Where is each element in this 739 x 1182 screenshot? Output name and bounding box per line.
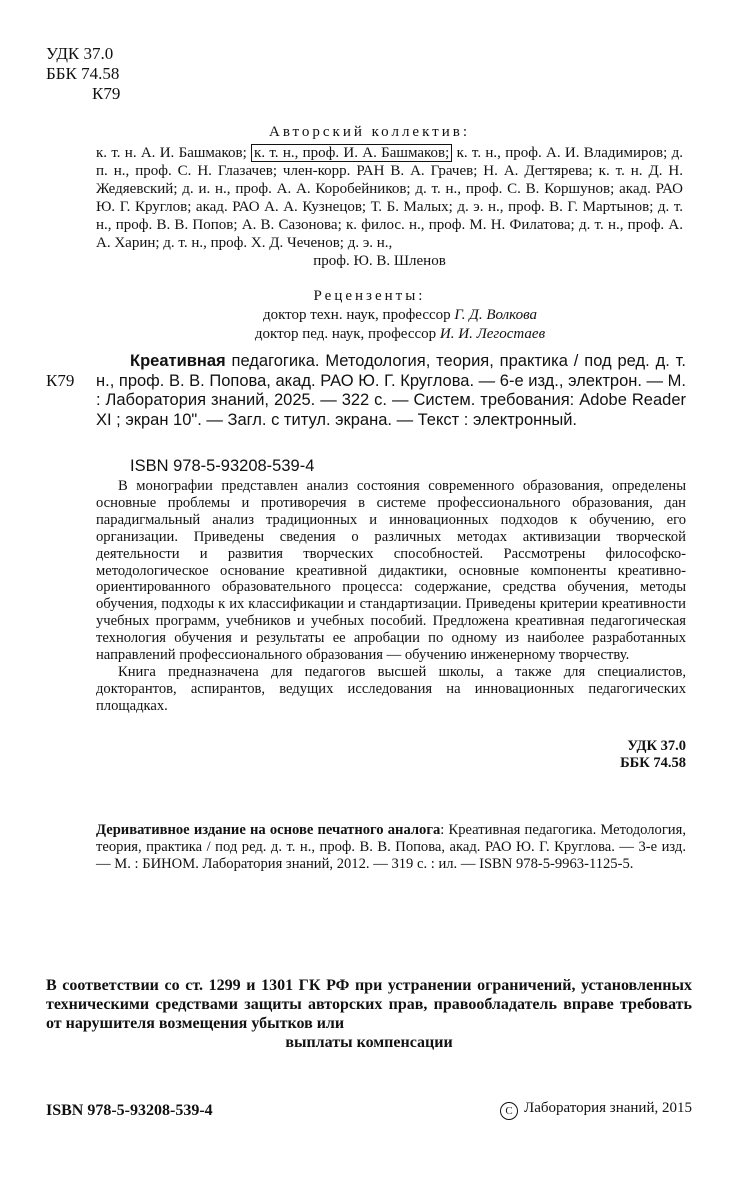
annotation-classification	[540, 738, 686, 772]
classification-block	[46, 44, 120, 104]
authors-text-1: к. т. н. А. И. Башмаков;	[96, 145, 252, 161]
legal-text: В соответствии со ст. 1299 и 1301 ГК РФ при устранении ограничений, установленных техническими средствами защиты авторских прав, правообладатель вправе требовать от нарушителя возмещения убытков или	[46, 977, 692, 1032]
reviewer-1-name: Г. Д. Волкова	[454, 307, 538, 323]
derivative-bold: Деривативное издание на основе печатного аналога	[96, 822, 441, 838]
reviewer-1	[190, 306, 610, 325]
annotation-bbk: ББК 74.58	[620, 755, 686, 771]
reviewers-list	[190, 306, 610, 344]
derivative-note	[96, 822, 686, 873]
biblio-title-bold: Креативная	[130, 352, 226, 370]
biblio-text: педагогика. Методология, теория, практика / под ред. д. т. н., проф. В. В. Попова, акад. РАО Ю. Г. Круглова. — 6-е изд., электрон. — М. : Лаборатория знаний, 2025. — 322 с. — Систем. требования: Adobe Reader XI ; экран 10". — Загл. с титул. экрана. — Текст : электронный.	[96, 352, 686, 429]
biblio-isbn: ISBN 978-5-93208-539-4	[130, 457, 315, 475]
authors-text-2: к. т. н., проф. А. И. Владимиров; д. п. н., проф. С. Н. Глазачев; член-корр. РАН В. А. Грачев; Н. А. Дегтярева; к. т. н. Д. Н. Жедяевский; д. и. н., проф. А. А. Коробейников; д. т. н., проф. С. В. Коршунов; акад. РАО Ю. Г. Круглов; акад. РАО А. А. Кузнецов; Т. Б. Малых; д. э. н., проф. В. Г. Мартынов; д. т. н., проф. В. В. Попов; А. В. Сазонова; к. филос. н., проф. М. Н. Филатова; д. т. н., проф. А. А. Харин; д. т. н., проф. Х. Д. Чеченов; д. э. н.,	[96, 145, 683, 251]
reviewer-1-title: доктор техн. наук, профессор	[262, 307, 455, 323]
bbk-code: ББК 74.58	[46, 64, 120, 83]
author-sign: К79	[92, 84, 121, 103]
reviewer-2-name: И. И. Легостаев	[439, 326, 546, 342]
footer-isbn: ISBN 978-5-93208-539-4	[46, 1102, 213, 1119]
biblio-margin-sign: К79	[46, 371, 75, 390]
bibliographic-record	[96, 352, 686, 430]
annotation-paragraph-1: В монографии представлен анализ состояния современного образования, определены основные проблемы и противоречия в системе профессионального образования, дан парадигмальный анализ традиционных и инновационных подходов к обучению, его организации. Приведены сведения о различных методах активизации творческой деятельности и развития творческих способностей. Рассмотрены философско-методологическое основание креативной дидактики, основные компоненты креативно-ориентированного образовательного процесса: содержание, средства обучения, методы обучения, подходы к их классификации и стандартизации. Приведены критерии креативности учебных программ, учебников и учебных пособий. Предложена креативная педагогическая технология обучения и результаты ее апробации по одному из наиболее разработанных направлений профессионального образования — обучению инженерному творчеству.	[96, 478, 686, 664]
reviewer-2	[190, 325, 610, 344]
derivative-text: : Креативная педагогика. Методология, теория, практика / под ред. д. т. н., проф. В. В. Попова, акад. РАО Ю. Г. Круглова. — 3-е изд. — М. : БИНОМ. Лаборатория знаний, 2012. — 319 с. : ил. — ISBN 978-5-9963-1125-5.	[96, 822, 686, 872]
annotation-paragraph-2: Книга предназначена для педагогов высшей школы, а также для специалистов, докторантов, аспирантов, ведущих исследования на инновационных педагогических площадках.	[96, 663, 686, 714]
reviewers-heading: Рецензенты:	[313, 288, 426, 304]
annotation-udk: УДК 37.0	[627, 738, 686, 754]
authors-boxed-name: к. т. н., проф. И. А. Башмаков;	[251, 144, 452, 162]
authors-last-line: проф. Ю. В. Шленов	[313, 253, 446, 269]
udk-code: УДК 37.0	[46, 44, 114, 63]
copyright-icon: C	[500, 1102, 518, 1120]
copyright-text: Лаборатория знаний, 2015	[524, 1100, 692, 1116]
legal-last-line: выплаты компенсации	[285, 1034, 453, 1051]
annotation	[96, 478, 686, 715]
authors-list	[96, 144, 683, 270]
authors-heading: Авторский коллектив:	[268, 124, 471, 140]
legal-notice	[46, 976, 692, 1052]
reviewer-2-title: доктор пед. наук, профессор	[254, 326, 440, 342]
footer-copyright	[466, 1100, 692, 1120]
